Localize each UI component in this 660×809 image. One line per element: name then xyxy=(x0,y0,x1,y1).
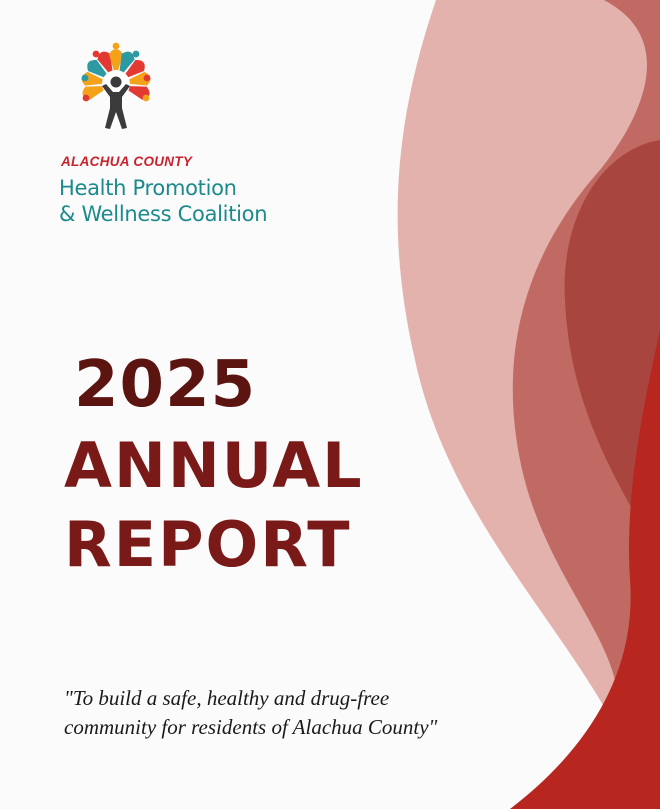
organization-name-line2: & Wellness Coalition xyxy=(59,202,268,226)
organization-county: ALACHUA COUNTY xyxy=(61,154,193,169)
people-sunburst-logo-icon xyxy=(62,40,170,140)
report-title-line1: ANNUAL xyxy=(64,429,364,502)
report-year: 2025 xyxy=(74,348,257,422)
mission-statement: "To build a safe, healthy and drug-free community for residents of Alachua County" xyxy=(64,686,438,739)
organization-name xyxy=(59,175,267,227)
organization-name-line1: Health Promotion xyxy=(59,176,237,200)
logo-central-person xyxy=(102,77,130,130)
report-title-line2: REPORT xyxy=(64,508,352,581)
